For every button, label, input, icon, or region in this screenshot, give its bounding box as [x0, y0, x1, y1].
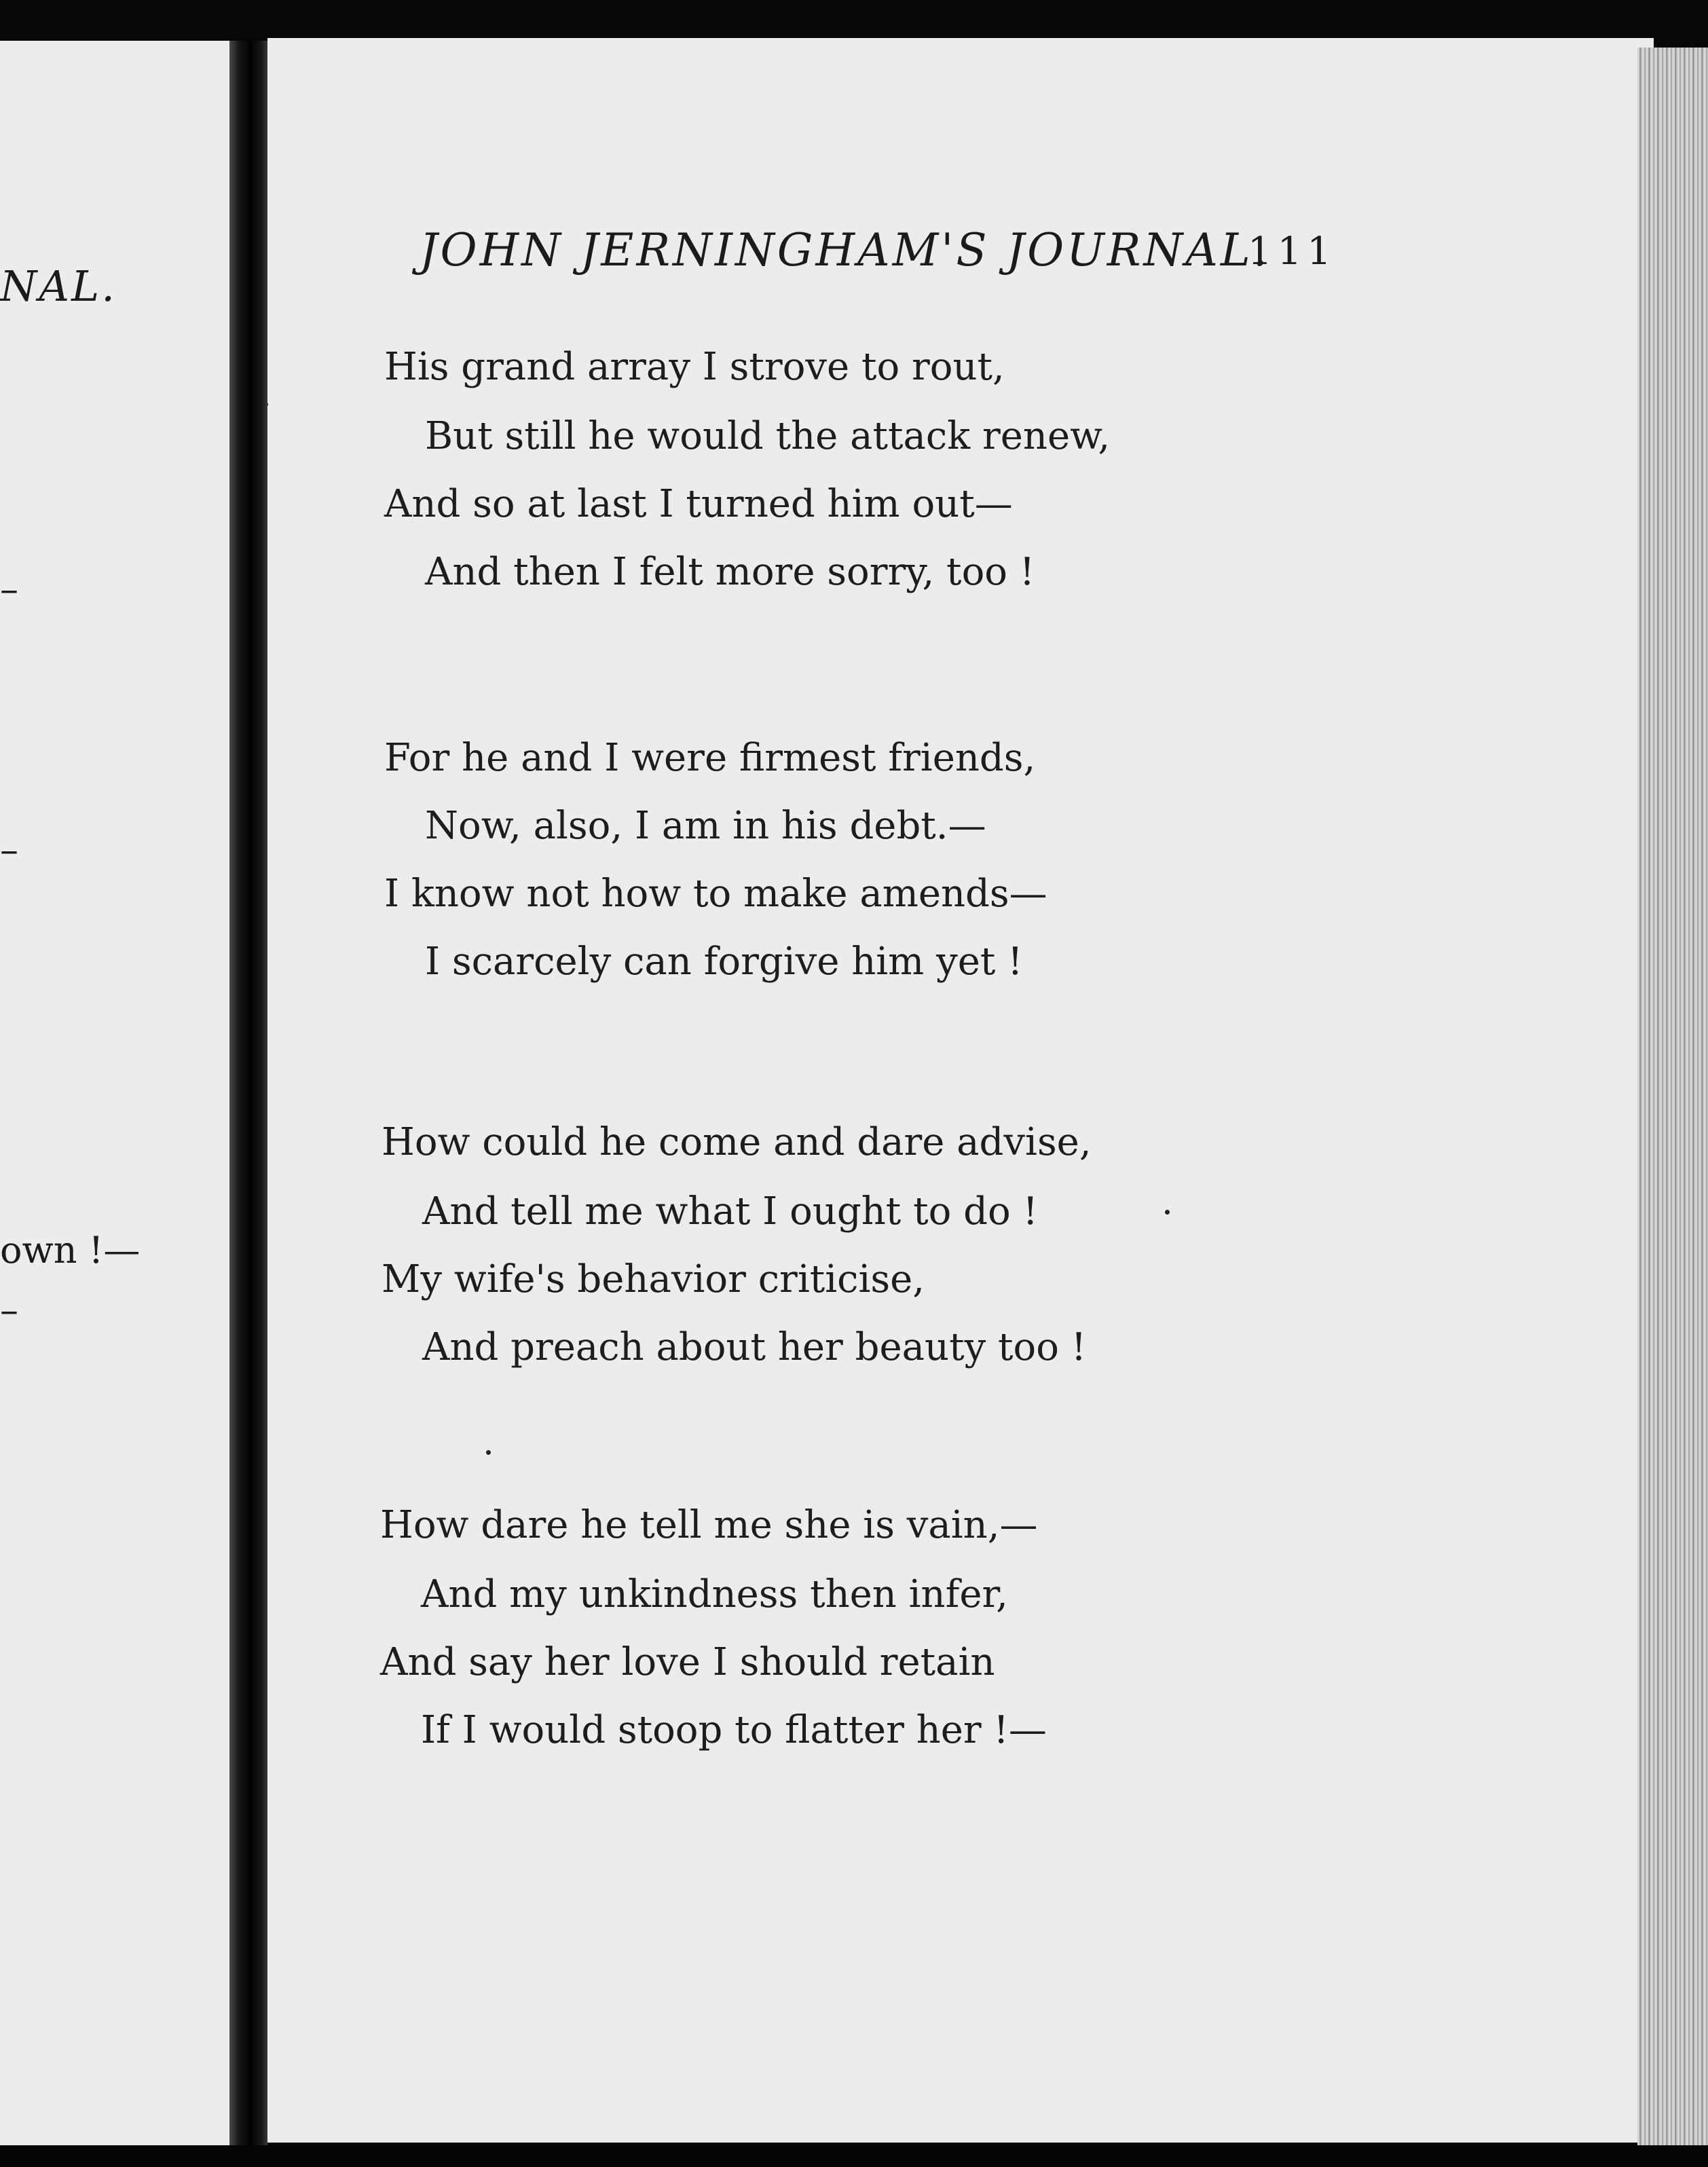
- left-fragment-own: own !—: [0, 1229, 141, 1272]
- verse-line: Now, also, I am in his debt.—: [425, 804, 986, 848]
- verse-line: And then I felt more sorry, too !: [425, 550, 1035, 594]
- left-page: [0, 41, 229, 2145]
- verse-line: And tell me what I ought to do !: [422, 1189, 1038, 1234]
- page-speck: [267, 402, 268, 407]
- page-speck: [1165, 1210, 1170, 1215]
- left-running-head: NAL.: [0, 261, 117, 311]
- page-edges: [1637, 48, 1708, 2145]
- verse-line: And so at last I turned him out—: [384, 482, 1013, 526]
- verse-line: His grand array I strove to rout,: [384, 345, 1005, 389]
- verse-line: My wife's behavior criticise,: [382, 1257, 925, 1301]
- page-number: 111: [1248, 229, 1337, 274]
- page-speck: [486, 1450, 491, 1455]
- left-fragment-dash-3: –: [0, 1289, 18, 1331]
- verse-line: How dare he tell me she is vain,—: [380, 1503, 1038, 1547]
- verse-line: And preach about her beauty too !: [422, 1325, 1087, 1369]
- book-gutter: [229, 41, 267, 2145]
- left-fragment-dash-1: –: [0, 568, 18, 610]
- left-fragment-dash-2: –: [0, 828, 18, 871]
- verse-line: How could he come and dare advise,: [382, 1120, 1092, 1164]
- verse-line: For he and I were firmest friends,: [384, 736, 1036, 780]
- verse-line: I scarcely can forgive him yet !: [425, 940, 1023, 984]
- verse-line: And my unkindness then infer,: [421, 1572, 1008, 1616]
- verse-line: If I would stoop to flatter her !—: [421, 1708, 1047, 1752]
- running-head: JOHN JERNINGHAM'S JOURNAL.: [420, 224, 1270, 276]
- verse-line: And say her love I should retain: [380, 1640, 995, 1684]
- scan-border: [0, 2145, 1708, 2167]
- verse-line: I know not how to make amends—: [384, 872, 1047, 916]
- verse-line: But still he would the attack renew,: [425, 414, 1111, 458]
